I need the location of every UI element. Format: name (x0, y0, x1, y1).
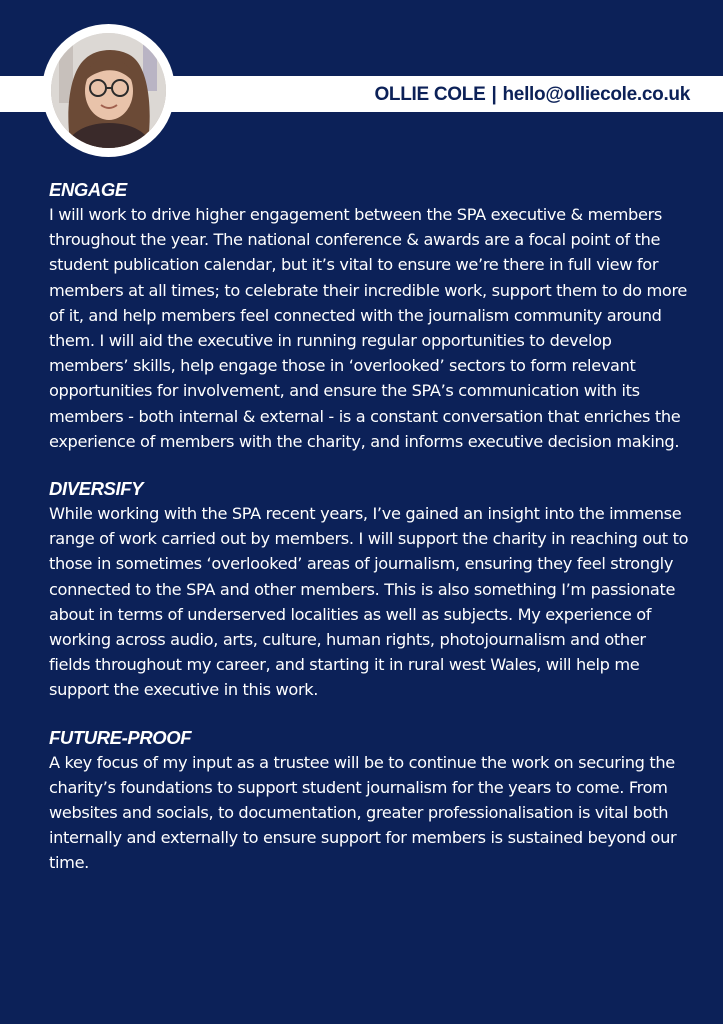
contact-header (374, 84, 690, 106)
avatar (51, 33, 166, 148)
section-heading: DIVERSIFY (49, 478, 144, 500)
section-heading: FUTURE-PROOF (49, 726, 192, 748)
section-body: A key focus of my input as a trustee will be to continue the work on securing the charity’s foundations to support student journalism for the years to come. From websites and socials, to documentation, greater professionalisation is vital both internally and externally to ensure support for members is sustained beyond our time. (49, 752, 677, 873)
section-heading: ENGAGE (49, 179, 127, 200)
section-future-proof (49, 726, 689, 876)
manifesto-content (49, 178, 689, 899)
author-name: OLLIE COLE (374, 84, 486, 105)
email-link[interactable]: hello@olliecole.co.uk (502, 84, 690, 105)
header-separator: | (491, 84, 497, 105)
section-body: I will work to drive higher engagement between the SPA executive & members throughout the year. The national conference & awards are a focal point of the student publication calendar, but it’s vital to ensure we’re there in full view for members at all times; to celebrate their incredible work, support them to do more of it, and help members feel connected with the journalism community around them. I will aid the executive in running regular opportunities to develop members’ skills, help engage those in ‘overlooked’ sectors to form relevant opportunities for involvement, and ensure the SPA’s communication with its members - both internal & external - is a constant conversation that enriches the experience of members with the charity, and informs executive decision making. (49, 205, 688, 451)
section-engage (49, 178, 689, 454)
section-body: While working with the SPA recent years, I’ve gained an insight into the immense range of work carried out by members. I will support the charity in reaching out to those in sometimes ‘overlooked’ areas of journalism, ensuring they feel strongly connected to the SPA and other members. This is also something I’m passionate about in terms of underserved localities as well as subjects. My experience of working across audio, arts, culture, human rights, photojournalism and other fields throughout my career, and starting it in rural west Wales, will help me support the executive in this work. (49, 504, 689, 700)
section-diversify (49, 477, 689, 703)
